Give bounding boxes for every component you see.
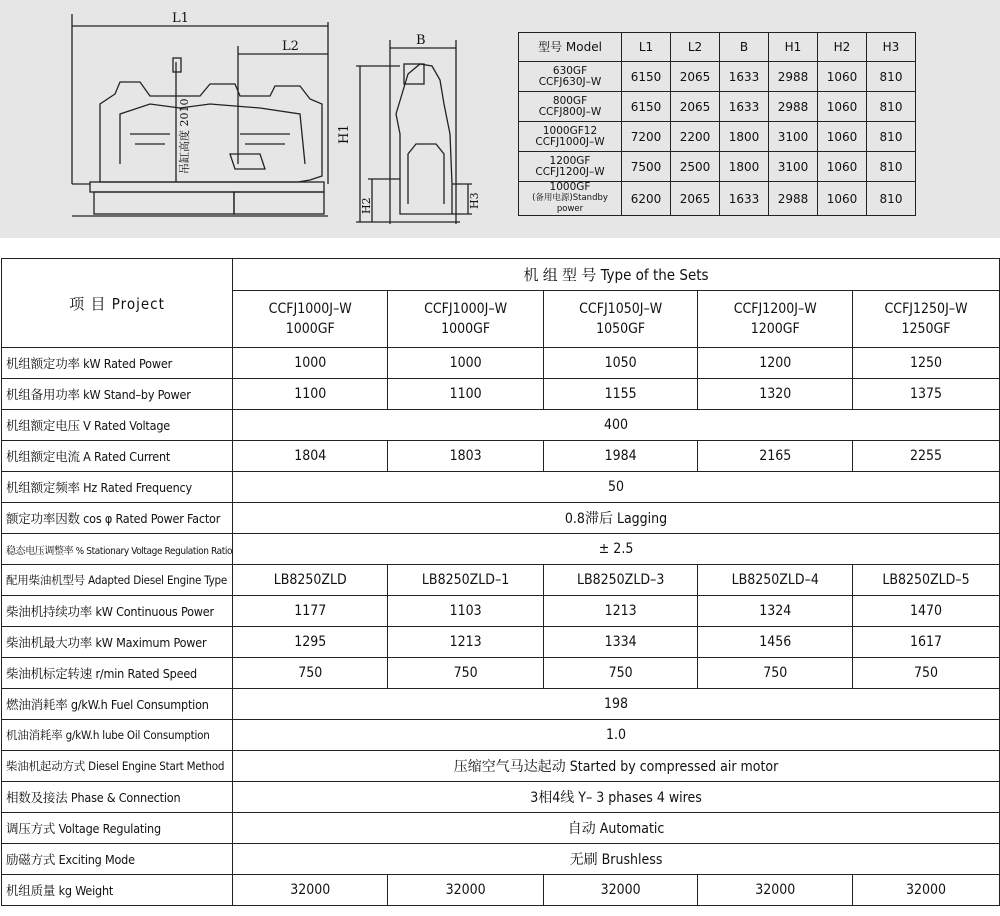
spec-value: 1803 <box>388 441 544 472</box>
spec-row <box>2 813 1000 844</box>
spec-row-label: 机组额定电压 V Rated Voltage <box>2 410 233 441</box>
spec-value-merged: 无刷 Brushless <box>233 844 1000 875</box>
model-cell: 630GF CCFJ630J–W <box>519 62 622 92</box>
spec-value: 750 <box>388 658 544 689</box>
dim-L2-label: L2 <box>282 39 299 54</box>
dim-H3-label: H3 <box>468 192 481 209</box>
dimension-row: 1200GF CCFJ1200J–W 7500 2500 1800 3100 1060 810 <box>519 152 916 182</box>
spec-row-label: 机组额定频率 Hz Rated Frequency <box>2 472 233 503</box>
header-B: B <box>720 33 769 62</box>
header-H3: H3 <box>867 33 916 62</box>
spec-value-merged: ± 2.5 <box>233 534 1000 565</box>
spec-value: 1050 <box>543 348 698 379</box>
spec-value: 750 <box>233 658 388 689</box>
spec-row <box>2 875 1000 906</box>
spec-row-label: 柴油机最大功率 kW Maximum Power <box>2 627 233 658</box>
spec-value: 1100 <box>233 379 388 410</box>
spec-row-label: 机组额定功率 kW Rated Power <box>2 348 233 379</box>
header-H1: H1 <box>769 33 818 62</box>
spec-value: 1320 <box>698 379 853 410</box>
spec-row <box>2 658 1000 689</box>
spec-row-label: 柴油机起动方式 Diesel Engine Start Method <box>2 751 233 782</box>
spec-value: 32000 <box>543 875 698 906</box>
spec-row <box>2 503 1000 534</box>
spec-row <box>2 565 1000 596</box>
spec-value-merged: 自动 Automatic <box>233 813 1000 844</box>
model-header: CCFJ1250J–W 1250GF <box>853 291 1000 348</box>
spec-value: 1250 <box>853 348 1000 379</box>
spec-row-label: 励磁方式 Exciting Mode <box>2 844 233 875</box>
spec-value: 1155 <box>543 379 698 410</box>
spec-value: 750 <box>543 658 698 689</box>
dimension-drawing <box>60 4 500 236</box>
dimension-row: 1000GF12 CCFJ1000J–W 7200 2200 1800 3100 1060 810 <box>519 122 916 152</box>
spec-value-merged: 0.8滞后 Lagging <box>233 503 1000 534</box>
spec-row <box>2 472 1000 503</box>
spec-value: 2255 <box>853 441 1000 472</box>
spec-row <box>2 627 1000 658</box>
spec-value: 1213 <box>543 596 698 627</box>
spec-row <box>2 348 1000 379</box>
spec-value: LB8250ZLD–4 <box>698 565 853 596</box>
spec-value: 750 <box>853 658 1000 689</box>
spec-value: 1804 <box>233 441 388 472</box>
spec-table <box>1 258 1000 906</box>
spec-row <box>2 379 1000 410</box>
genset-outline-drawing <box>60 4 500 236</box>
spec-value-merged: 198 <box>233 689 1000 720</box>
spec-value-merged: 压缩空气马达起动 Started by compressed air motor <box>233 751 1000 782</box>
spec-value: LB8250ZLD–3 <box>543 565 698 596</box>
spec-row-label: 配用柴油机型号 Adapted Diesel Engine Type <box>2 565 233 596</box>
spec-row <box>2 689 1000 720</box>
spec-row-label: 燃油消耗率 g/kW.h Fuel Consumption <box>2 689 233 720</box>
lift-height-label: 吊缸高度 2010 <box>178 98 191 174</box>
spec-header-row <box>2 259 1000 291</box>
spec-value: LB8250ZLD–1 <box>388 565 544 596</box>
spec-value: 1177 <box>233 596 388 627</box>
spec-row <box>2 441 1000 472</box>
spec-row <box>2 844 1000 875</box>
model-cell: 1000GF12 CCFJ1000J–W <box>519 122 622 152</box>
spec-value: 32000 <box>698 875 853 906</box>
spec-row <box>2 782 1000 813</box>
dimension-row: 1000GF (备用电源)Standby power 6200 2065 1633 2988 1060 810 <box>519 182 916 216</box>
dim-B-label: B <box>416 33 426 48</box>
spec-value: 32000 <box>233 875 388 906</box>
spec-value: 1984 <box>543 441 698 472</box>
spec-value: 1295 <box>233 627 388 658</box>
spec-row-label: 机油消耗率 g/kW.h lube Oil Consumption <box>2 720 233 751</box>
spec-value-merged: 3相4线 Y– 3 phases 4 wires <box>233 782 1000 813</box>
dimension-row: 630GF CCFJ630J–W 6150 2065 1633 2988 1060 810 <box>519 62 916 92</box>
spec-value: 1200 <box>698 348 853 379</box>
dim-L1-label: L1 <box>172 11 189 26</box>
spec-value: 1375 <box>853 379 1000 410</box>
spec-value: 1103 <box>388 596 544 627</box>
spec-value: 1334 <box>543 627 698 658</box>
spec-row-label: 相数及接法 Phase & Connection <box>2 782 233 813</box>
project-header: 项 目 Project <box>2 259 233 348</box>
model-cell: 1200GF CCFJ1200J–W <box>519 152 622 182</box>
type-of-sets-header: 机 组 型 号 Type of the Sets <box>233 259 1000 291</box>
header-H2: H2 <box>818 33 867 62</box>
dimension-table <box>518 32 916 216</box>
spec-value: 1456 <box>698 627 853 658</box>
model-header: CCFJ1050J–W 1050GF <box>543 291 698 348</box>
spec-row <box>2 751 1000 782</box>
spec-value-merged: 50 <box>233 472 1000 503</box>
spec-value: LB8250ZLD <box>233 565 388 596</box>
spec-value: 1213 <box>388 627 544 658</box>
header-L2: L2 <box>671 33 720 62</box>
dim-H2-label: H2 <box>360 197 373 214</box>
spec-value: 1000 <box>388 348 544 379</box>
model-cell: 1000GF (备用电源)Standby power <box>519 182 622 216</box>
spec-value: 1617 <box>853 627 1000 658</box>
spec-value-merged: 400 <box>233 410 1000 441</box>
spec-row-label: 柴油机标定转速 r/min Rated Speed <box>2 658 233 689</box>
spec-row-label: 柴油机持续功率 kW Continuous Power <box>2 596 233 627</box>
spec-row-label: 额定功率因数 cos φ Rated Power Factor <box>2 503 233 534</box>
spec-row <box>2 410 1000 441</box>
spec-value-merged: 1.0 <box>233 720 1000 751</box>
model-header: CCFJ1200J–W 1200GF <box>698 291 853 348</box>
spec-value: 1000 <box>233 348 388 379</box>
dimension-row: 800GF CCFJ800J–W 6150 2065 1633 2988 1060 810 <box>519 92 916 122</box>
spec-value: 2165 <box>698 441 853 472</box>
spec-value: 750 <box>698 658 853 689</box>
dim-H1-label: H1 <box>337 124 352 144</box>
model-cell: 800GF CCFJ800J–W <box>519 92 622 122</box>
spec-row <box>2 534 1000 565</box>
spec-value: 1324 <box>698 596 853 627</box>
spec-row-label: 稳态电压调整率 % Stationary Voltage Regulation Ratio <box>2 534 233 565</box>
spec-value: LB8250ZLD–5 <box>853 565 1000 596</box>
spec-value: 1100 <box>388 379 544 410</box>
spec-row <box>2 720 1000 751</box>
header-L1: L1 <box>622 33 671 62</box>
spec-row-label: 机组备用功率 kW Stand–by Power <box>2 379 233 410</box>
spec-row-label: 调压方式 Voltage Regulating <box>2 813 233 844</box>
spec-row-label: 机组额定电流 A Rated Current <box>2 441 233 472</box>
spec-row-label: 机组质量 kg Weight <box>2 875 233 906</box>
spec-row <box>2 596 1000 627</box>
dimension-table-header <box>519 33 916 62</box>
spec-value: 32000 <box>853 875 1000 906</box>
model-header: CCFJ1000J–W 1000GF <box>388 291 544 348</box>
spec-value: 1470 <box>853 596 1000 627</box>
spec-value: 32000 <box>388 875 544 906</box>
model-header: CCFJ1000J–W 1000GF <box>233 291 388 348</box>
header-model: 型号 Model <box>519 33 622 62</box>
